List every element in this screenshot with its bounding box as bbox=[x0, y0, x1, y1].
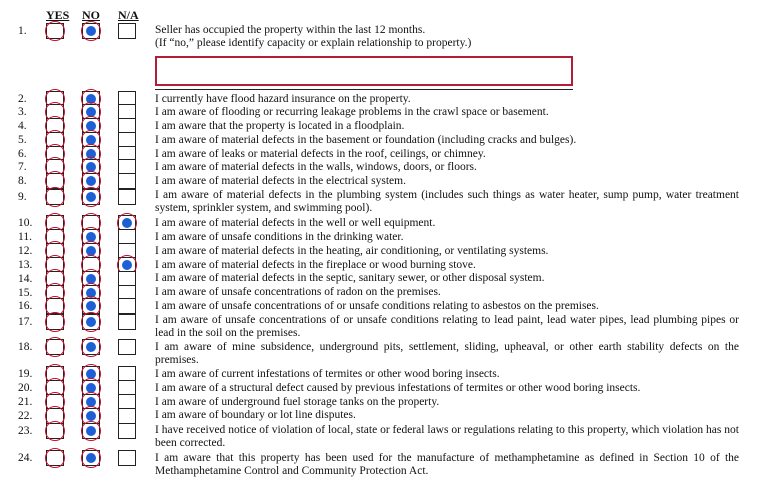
question-number: 6. bbox=[18, 148, 27, 160]
question-text-line: I am aware of material defects in the septic, sanitary sewer, or other disposal system. bbox=[155, 272, 545, 284]
question-text bbox=[155, 217, 739, 230]
no-radio-selected[interactable] bbox=[81, 421, 101, 441]
question-number: 22. bbox=[18, 410, 33, 422]
question-number: 21. bbox=[18, 396, 33, 408]
question-text-line: I am aware of unsafe concentrations of or unsafe conditions relating to asbestos on the premises. bbox=[155, 300, 599, 312]
question-text-line: I am aware of underground fuel storage tanks on the property. bbox=[155, 396, 440, 408]
question-text bbox=[155, 134, 739, 147]
header-yes: YES bbox=[46, 8, 70, 22]
question-text-line: I am aware of unsafe conditions in the drinking water. bbox=[155, 231, 404, 243]
yes-radio[interactable] bbox=[45, 187, 65, 207]
explanation-field[interactable] bbox=[155, 56, 573, 86]
question-text bbox=[155, 272, 739, 285]
question-number: 12. bbox=[18, 245, 33, 257]
na-checkbox[interactable] bbox=[118, 339, 136, 355]
question-number: 19. bbox=[18, 368, 33, 380]
question-text bbox=[155, 286, 739, 299]
no-radio-selected[interactable] bbox=[81, 337, 101, 357]
header-na: N/A bbox=[118, 8, 139, 22]
question-number: 17. bbox=[18, 316, 33, 328]
question-text bbox=[155, 106, 739, 119]
question-text-line: I am aware of leaks or material defects in the roof, ceilings, or chimney. bbox=[155, 148, 486, 160]
question-text-line: I am aware of unsafe concentrations of radon on the premises. bbox=[155, 286, 441, 298]
question-number: 11. bbox=[18, 231, 32, 243]
question-text-line: I am aware of flooding or recurring leakage problems in the crawl space or basement. bbox=[155, 106, 549, 118]
yes-radio[interactable] bbox=[45, 421, 65, 441]
question-text bbox=[155, 314, 739, 340]
yes-radio[interactable] bbox=[45, 448, 65, 468]
question-text bbox=[155, 382, 739, 395]
question-text-line: I am aware of material defects in the basement or foundation (including cracks and bulges). bbox=[155, 134, 577, 146]
question-text bbox=[155, 300, 739, 313]
na-checkbox[interactable] bbox=[118, 298, 136, 314]
question-number: 3. bbox=[18, 106, 27, 118]
question-number: 1. bbox=[18, 25, 27, 37]
question-text bbox=[155, 396, 739, 409]
question-text bbox=[155, 175, 739, 188]
na-checkbox[interactable] bbox=[118, 23, 136, 39]
question-text bbox=[155, 189, 739, 215]
yes-radio[interactable] bbox=[45, 337, 65, 357]
question-number: 13. bbox=[18, 259, 33, 271]
no-radio-selected[interactable] bbox=[81, 21, 101, 41]
no-radio-selected[interactable] bbox=[81, 187, 101, 207]
question-text bbox=[155, 452, 739, 478]
question-text-line: I am aware that the property is located in a floodplain. bbox=[155, 120, 405, 132]
question-number: 2. bbox=[18, 93, 27, 105]
question-text-line: I am aware of a structural defect caused by previous infestations of termites or other wood boring insects. bbox=[155, 382, 641, 394]
question-number: 9. bbox=[18, 191, 27, 203]
question-text-line: I am aware of unsafe concentrations of or unsafe conditions relating to lead paint, lead water pipes, lead plumbing pipes or lead in the soil on the premises. bbox=[155, 314, 739, 339]
question-number: 4. bbox=[18, 120, 27, 132]
question-number: 16. bbox=[18, 300, 33, 312]
question-text-line: I am aware of material defects in the fireplace or wood burning stove. bbox=[155, 259, 476, 271]
question-text-line: I am aware of current infestations of termites or other wood boring insects. bbox=[155, 368, 500, 380]
question-number: 20. bbox=[18, 382, 33, 394]
yes-radio[interactable] bbox=[45, 312, 65, 332]
question-text bbox=[155, 368, 739, 381]
question-text-line: I am aware of material defects in the plumbing system (includes such things as water heater, sump pump, water treatment system, sprinkler system, and swimming pool). bbox=[155, 189, 739, 214]
question-text-line: Seller has occupied the property within the last 12 months. bbox=[155, 24, 426, 36]
question-text-line: I am aware of material defects in the well or well equipment. bbox=[155, 217, 436, 229]
question-text bbox=[155, 259, 739, 272]
na-checkbox[interactable] bbox=[118, 189, 136, 205]
na-checkbox[interactable] bbox=[118, 423, 136, 439]
divider-line bbox=[155, 89, 573, 90]
question-text bbox=[155, 245, 739, 258]
question-text-line: I am aware of mine subsidence, underground pits, settlement, sliding, upheaval, or other earth stability defects on the premises. bbox=[155, 341, 739, 366]
header-no: NO bbox=[82, 8, 100, 22]
question-text bbox=[155, 120, 739, 133]
question-text bbox=[155, 24, 739, 50]
question-text bbox=[155, 424, 739, 450]
question-number: 7. bbox=[18, 161, 27, 173]
question-text-line: I am aware of material defects in the heating, air conditioning, or ventilating systems. bbox=[155, 245, 549, 257]
question-number: 8. bbox=[18, 175, 27, 187]
na-checkbox[interactable] bbox=[118, 173, 136, 189]
na-checkbox[interactable] bbox=[118, 314, 136, 330]
question-text bbox=[155, 148, 739, 161]
question-text-line: I am aware of material defects in the electrical system. bbox=[155, 175, 406, 187]
question-number: 15. bbox=[18, 287, 33, 299]
question-number: 5. bbox=[18, 134, 27, 146]
question-subtext: (If “no,” please identify capacity or explain relationship to property.) bbox=[155, 37, 472, 49]
yes-radio[interactable] bbox=[45, 21, 65, 41]
question-text bbox=[155, 231, 739, 244]
question-text bbox=[155, 341, 739, 367]
question-number: 24. bbox=[18, 452, 33, 464]
question-text-line: I currently have flood hazard insurance on the property. bbox=[155, 93, 411, 105]
question-number: 23. bbox=[18, 425, 33, 437]
question-text bbox=[155, 161, 739, 174]
question-text-line: I am aware that this property has been used for the manufacture of methamphetamine as defined in Section 10 of the Methamphetamine Control and Community Protection Act. bbox=[155, 452, 739, 477]
question-number: 18. bbox=[18, 341, 33, 353]
question-number: 14. bbox=[18, 273, 33, 285]
no-radio-selected[interactable] bbox=[81, 312, 101, 332]
no-radio-selected[interactable] bbox=[81, 448, 101, 468]
question-text bbox=[155, 409, 739, 422]
question-text-line: I am aware of material defects in the walls, windows, doors, or floors. bbox=[155, 161, 477, 173]
na-checkbox[interactable] bbox=[118, 408, 136, 424]
question-number: 10. bbox=[18, 217, 33, 229]
na-checkbox[interactable] bbox=[118, 450, 136, 466]
question-text-line: I am aware of boundary or lot line disputes. bbox=[155, 409, 356, 421]
question-text bbox=[155, 93, 739, 106]
question-text-line: I have received notice of violation of local, state or federal laws or regulations relating to this property, which violation has not been corrected. bbox=[155, 424, 739, 449]
